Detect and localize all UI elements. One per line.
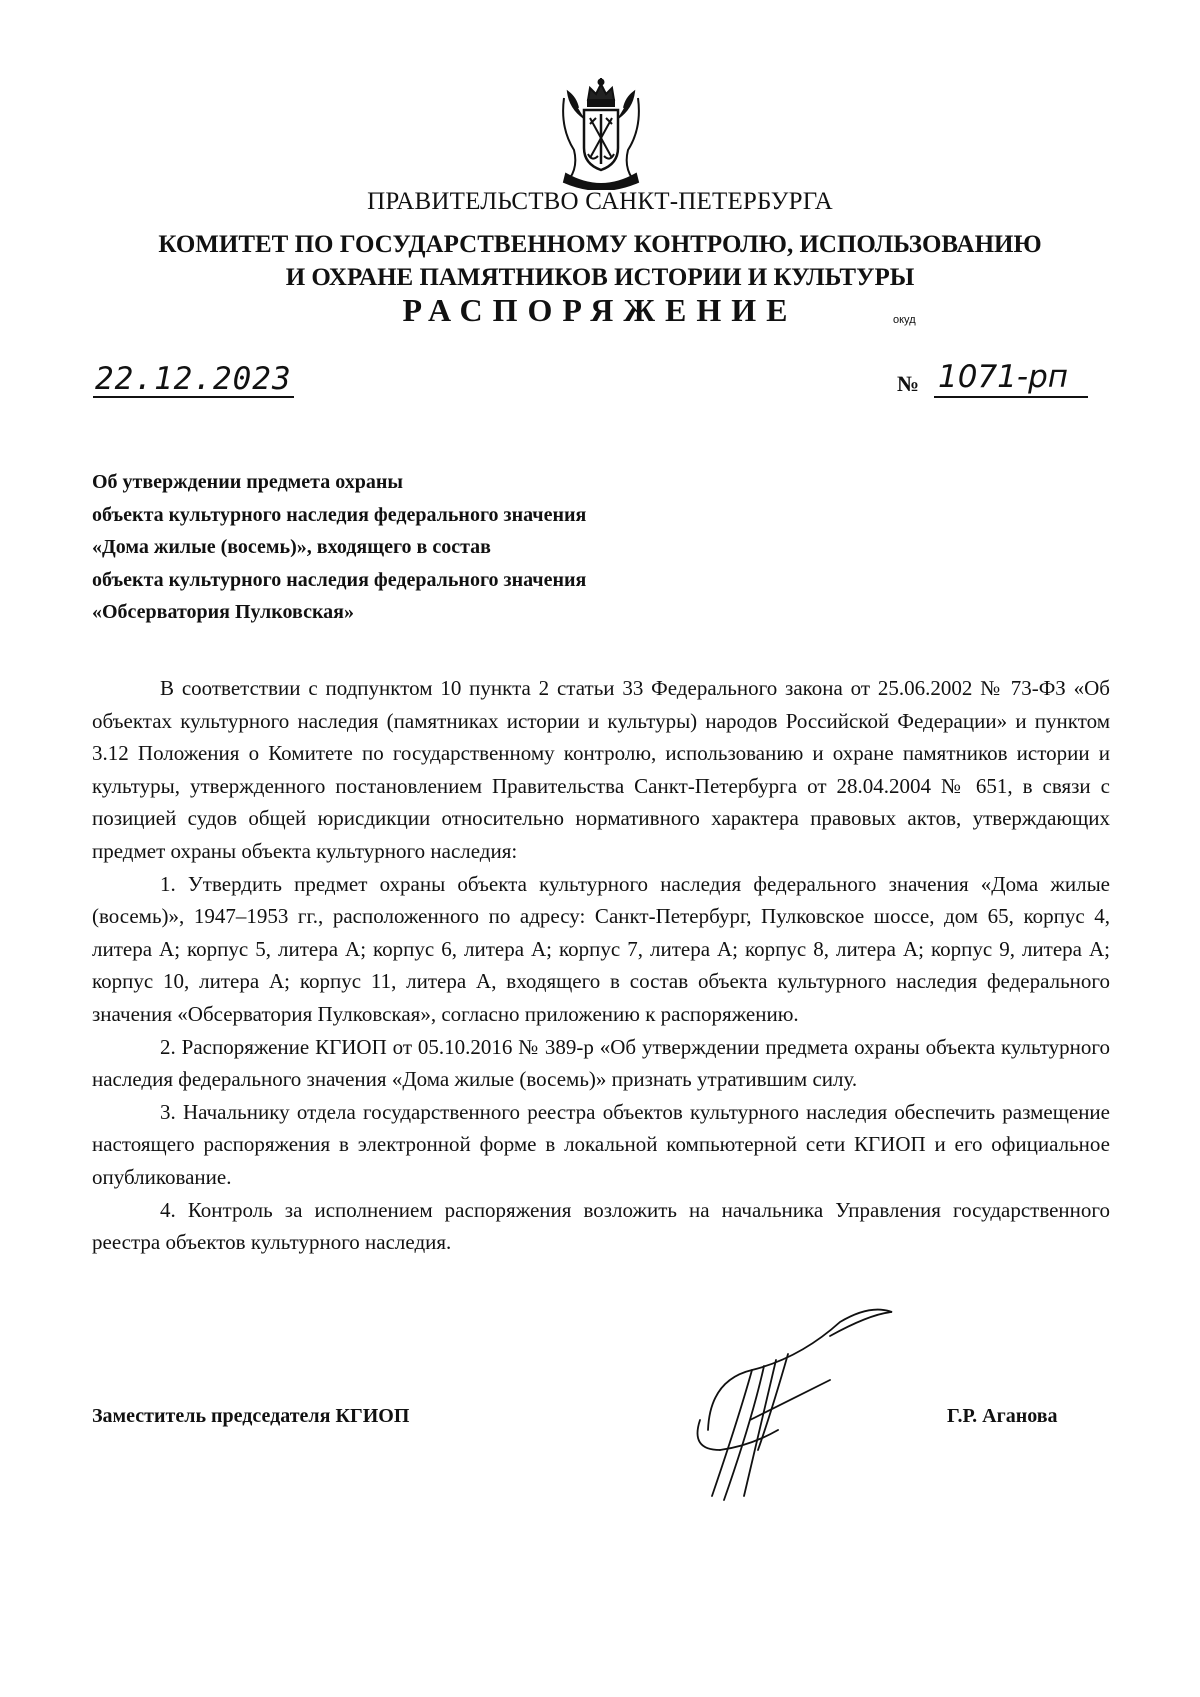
body-paragraph-preamble: В соответствии с подпунктом 10 пункта 2 статьи 33 Федерального закона от 25.06.2002 № 73-ФЗ «Об объектах культурного наследия (памятниках истории и культуры) народов Российской Федерации» и пунктом 3.12 Положения о Комитете по государственному контролю, использованию и охране памятников истории и культуры, утвержденного постановлением Правительства Санкт-Петербурга от 28.04.2004 № 651, в связи с позицией судов общей юрисдикции относительно нормативного характера правовых актов, утверждающих предмет охраны объекта культурного наследия: <box>92 676 1110 863</box>
document-subject <box>92 466 792 629</box>
document-date: 22.12.2023 <box>95 361 292 397</box>
committee-name <box>0 228 1200 294</box>
signatory-role: Заместитель председателя КГИОП <box>92 1405 410 1427</box>
subject-line: объекта культурного наследия федерального значения <box>92 503 587 526</box>
number-label: № <box>897 371 920 396</box>
body-paragraph-4: 4. Контроль за исполнением распоряжения возложить на начальника Управления государственного реестра объектов культурного наследия. <box>92 1197 1110 1255</box>
body-paragraph-1: 1. Утвердить предмет охраны объекта культурного наследия федерального значения «Дома жилые (восемь)», 1947–1953 гг., расположенного по адресу: Санкт-Петербург, Пулковское шоссе, дом 65, корпус 4, литера А; корпус 5, литера А; корпус 6, литера А; корпус 7, литера А; корпус 8, литера А; корпус 9, литера А; корпус 10, литера А; корпус 11, литера А, входящего в состав объекта культурного наследия федерального значения «Обсерватория Пулковская», согласно приложению к распоряжению. <box>92 871 1110 1026</box>
document-type: РАСПОРЯЖЕНИЕ <box>402 292 798 328</box>
committee-line-1: КОМИТЕТ ПО ГОСУДАРСТВЕННОМУ КОНТРОЛЮ, ИСПОЛЬЗОВАНИЮ <box>158 231 1042 258</box>
subject-line: «Дома жилые (восемь)», входящего в состав <box>92 536 491 558</box>
okud-label: окуд <box>893 314 916 326</box>
document-number: 1071-рп <box>934 358 1088 398</box>
coat-of-arms-icon <box>556 78 646 190</box>
document-body <box>92 672 1110 1259</box>
committee-line-2: И ОХРАНЕ ПАМЯТНИКОВ ИСТОРИИ И КУЛЬТУРЫ <box>285 264 915 291</box>
body-paragraph-3: 3. Начальнику отдела государственного реестра объектов культурного наследия обеспечить размещение настоящего распоряжения в электронной форме в локальной компьютерной сети КГИОП и его официальное опубликование. <box>92 1099 1110 1189</box>
government-title: ПРАВИТЕЛЬСТВО САНКТ-ПЕТЕРБУРГА <box>367 188 833 215</box>
subject-line: объекта культурного наследия федерального значения <box>92 568 587 591</box>
subject-line: Об утверждении предмета охраны <box>92 471 403 493</box>
signature-icon <box>680 1300 910 1510</box>
signatory-name: Г.Р. Аганова <box>947 1405 1058 1427</box>
subject-line: «Обсерватория Пулковская» <box>92 601 354 623</box>
body-paragraph-2: 2. Распоряжение КГИОП от 05.10.2016 № 389-р «Об утверждении предмета охраны объекта культурного наследия федерального значения «Дома жилые (восемь)» признать утратившим силу. <box>92 1034 1110 1092</box>
